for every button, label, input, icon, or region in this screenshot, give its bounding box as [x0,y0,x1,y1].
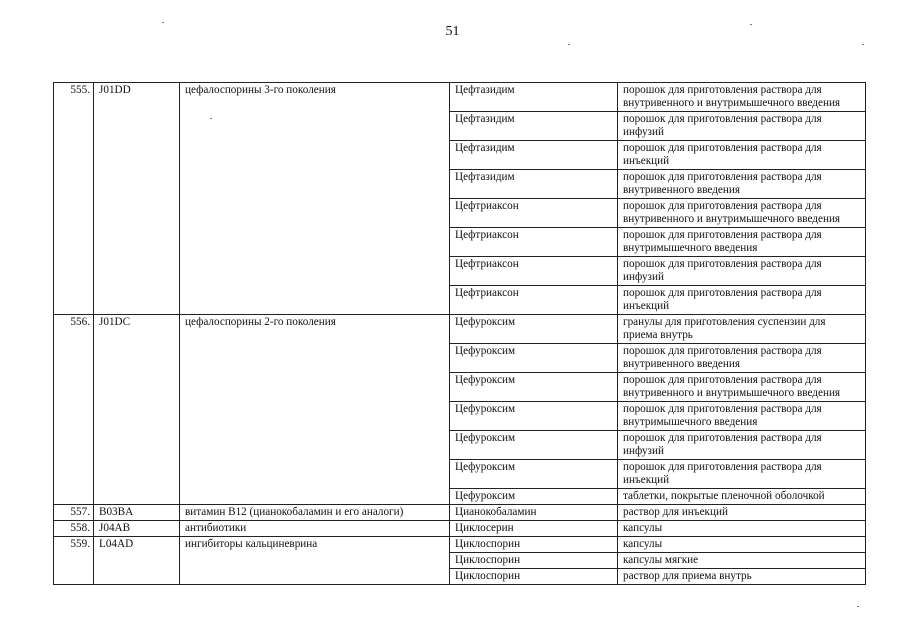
atc-code-cell: B03BA [94,505,180,521]
drug-name-cell: Цефтазидим [450,141,618,170]
dosage-form-cell: порошок для приготовления раствора для внутривенного и внутримышечного введения [618,199,866,228]
table-row [54,315,866,344]
drug-name-cell: Цефуроксим [450,489,618,505]
row-number-cell: 559. [54,537,94,585]
scan-speck [857,606,859,607]
table-row [54,521,866,537]
drug-name-cell: Цефтазидим [450,112,618,141]
drug-name-cell: Циклоспорин [450,569,618,585]
scan-speck [210,118,212,119]
drug-name-cell: Циклоспорин [450,553,618,569]
drug-name-cell: Цефтриаксон [450,257,618,286]
group-name-cell: цефалоспорины 3-го поколения [180,83,450,315]
group-name-cell: ингибиторы кальциневрина [180,537,450,585]
dosage-form-cell: порошок для приготовления раствора для внутривенного введения [618,170,866,199]
dosage-form-cell: порошок для приготовления раствора для инфузий [618,431,866,460]
drug-name-cell: Цефтазидим [450,170,618,199]
drug-name-cell: Цефтриаксон [450,228,618,257]
group-name-cell: цефалоспорины 2-го поколения [180,315,450,505]
dosage-form-cell: порошок для приготовления раствора для инъекций [618,460,866,489]
atc-code-cell: L04AD [94,537,180,585]
table-row [54,83,866,112]
group-name-cell: витамин B12 (цианокобаламин и его аналоги) [180,505,450,521]
dosage-form-cell: порошок для приготовления раствора для внутривенного и внутримышечного введения [618,373,866,402]
drug-name-cell: Цефуроксим [450,315,618,344]
scan-speck [750,24,752,25]
drug-name-cell: Цефтазидим [450,83,618,112]
row-number-cell: 556. [54,315,94,505]
scan-speck [568,44,570,45]
group-name-cell: антибиотики [180,521,450,537]
atc-code-cell: J01DC [94,315,180,505]
dosage-form-cell: раствор для приема внутрь [618,569,866,585]
scan-speck [162,22,164,23]
drug-name-cell: Цефтриаксон [450,199,618,228]
row-number-cell: 558. [54,521,94,537]
atc-code-cell: J01DD [94,83,180,315]
drug-name-cell: Цефуроксим [450,460,618,489]
dosage-form-cell: порошок для приготовления раствора для внутривенного введения [618,344,866,373]
row-number-cell: 557. [54,505,94,521]
dosage-form-cell: капсулы [618,537,866,553]
dosage-form-cell: порошок для приготовления раствора для инфузий [618,112,866,141]
drug-name-cell: Цефтриаксон [450,286,618,315]
table-row [54,505,866,521]
drug-table-body [54,83,866,585]
dosage-form-cell: порошок для приготовления раствора для внутримышечного введения [618,228,866,257]
dosage-form-cell: порошок для приготовления раствора для внутримышечного введения [618,402,866,431]
dosage-form-cell: порошок для приготовления раствора для внутривенного и внутримышечного введения [618,83,866,112]
drug-name-cell: Циклоспорин [450,537,618,553]
dosage-form-cell: порошок для приготовления раствора для инъекций [618,141,866,170]
drug-name-cell: Цефуроксим [450,373,618,402]
scan-speck [862,44,864,45]
dosage-form-cell: таблетки, покрытые пленочной оболочкой [618,489,866,505]
dosage-form-cell: гранулы для приготовления суспензии для приема внутрь [618,315,866,344]
dosage-form-cell: раствор для инъекций [618,505,866,521]
table-row [54,537,866,553]
drug-name-cell: Цефуроксим [450,344,618,373]
drug-name-cell: Цефуроксим [450,431,618,460]
drug-name-cell: Цианокобаламин [450,505,618,521]
drug-name-cell: Цефуроксим [450,402,618,431]
drug-name-cell: Циклосерин [450,521,618,537]
dosage-form-cell: капсулы мягкие [618,553,866,569]
row-number-cell: 555. [54,83,94,315]
dosage-form-cell: капсулы [618,521,866,537]
dosage-form-cell: порошок для приготовления раствора для инъекций [618,286,866,315]
drug-table [53,82,866,585]
page-number: 51 [445,24,460,39]
atc-code-cell: J04AB [94,521,180,537]
dosage-form-cell: порошок для приготовления раствора для инфузий [618,257,866,286]
